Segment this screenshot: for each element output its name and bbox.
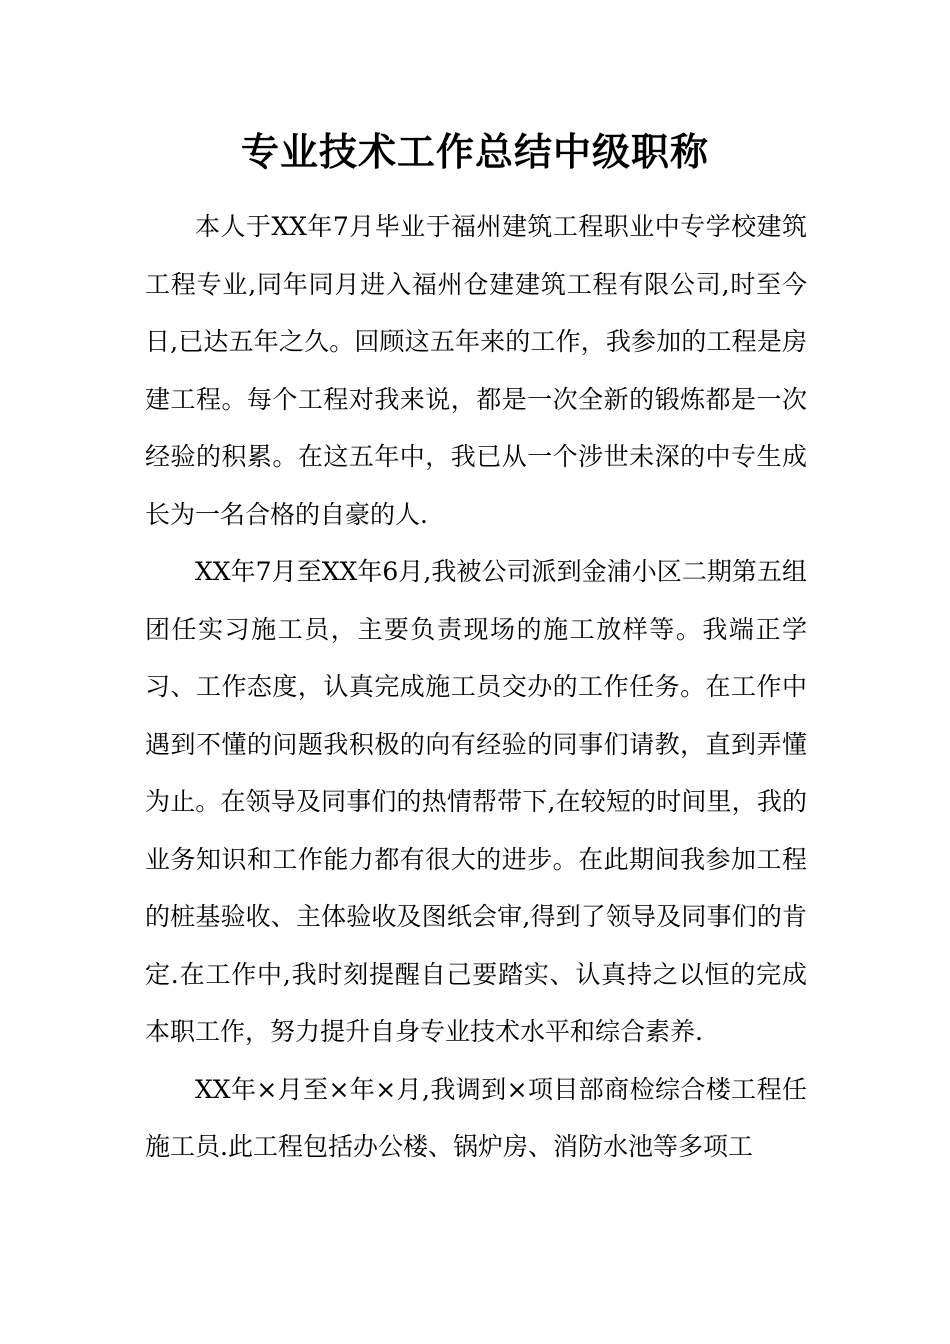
paragraph-1: 本人于XX年7月毕业于福州建筑工程职业中专学校建筑工程专业,同年同月进入福州仓建建筑工程有限公司,时至今日,已达五年之久。回顾这五年来的工作，我参加的工程是房建工程。每个工程对我来说，都是一次全新的锻炼都是一次经验的积累。在这五年中，我已从一个涉世未深的中专生成长为一名合格的自豪的人. xyxy=(145,212,807,529)
paragraph-3: XX年×月至×年×月,我调到×项目部商检综合楼工程任施工员.此工程包括办公楼、锅炉房、消防水池等多项工 xyxy=(145,1074,807,1161)
paragraph-2: XX年7月至XX年6月,我被公司派到金浦小区二期第五组团任实习施工员，主要负责现场的施工放样等。我端正学习、工作态度，认真完成施工员交办的工作任务。在工作中遇到不懂的问题我积极的向有经验的同事们请教，直到弄懂为止。在领导及同事们的热情帮带下,在较短的时间里，我的业务知识和工作能力都有很大的进步。在此期间我参加工程的桩基验收、主体验收及图纸会审,得到了领导及同事们的肯定.在工作中,我时刻提醒自己要踏实、认真持之以恒的完成本职工作，努力提升自身专业技术水平和综合素养. xyxy=(145,557,807,1046)
document-title: 专业技术工作总结中级职称 xyxy=(240,130,709,174)
document-body xyxy=(145,198,807,1176)
